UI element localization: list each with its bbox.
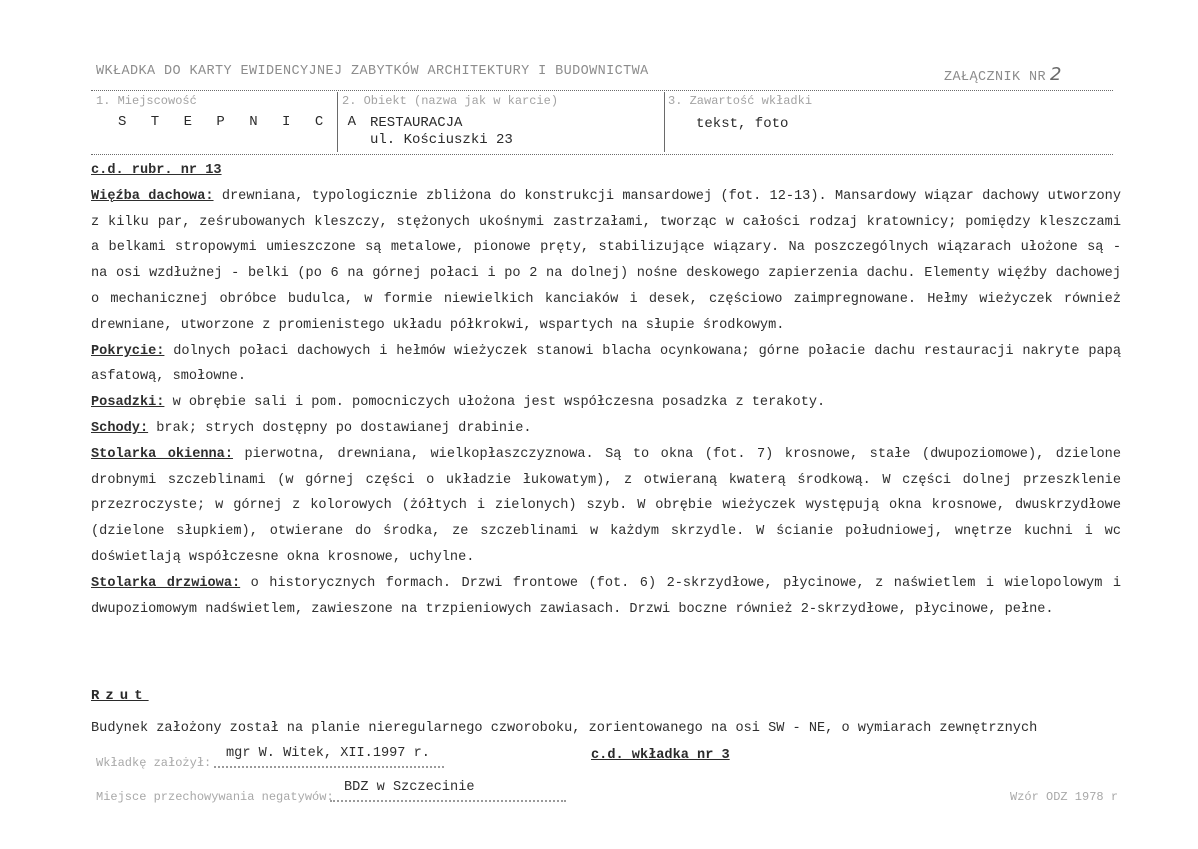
section-floors bbox=[91, 390, 1121, 416]
contents-label: 3. Zawartość wkładki bbox=[668, 94, 813, 108]
storage-value: BDZ w Szczecinie bbox=[344, 780, 475, 795]
section-text: dolnych połaci dachowych i hełmów wieżyczek stanowi blacha ocynkowana; górne połacie dachu restauracji nakryte papą asfatową, smołowne. bbox=[91, 343, 1121, 385]
object-name: RESTAURACJA bbox=[370, 115, 463, 131]
section-roof-structure bbox=[91, 184, 1121, 339]
next-insert: c.d. wkładka nr 3 bbox=[591, 748, 730, 763]
section-heading: Więźba dachowa: bbox=[91, 188, 214, 204]
section-heading: Posadzki: bbox=[91, 395, 165, 411]
prepared-by-value: mgr W. Witek, XII.1997 r. bbox=[226, 746, 430, 761]
section-heading: Stolarka okienna: bbox=[91, 446, 233, 462]
locality-label: 1. Miejscowość bbox=[96, 94, 197, 108]
section-heading: Pokrycie: bbox=[91, 343, 165, 359]
section-heading: Stolarka drzwiowa: bbox=[91, 575, 241, 591]
storage-dotline bbox=[330, 800, 566, 802]
cell-divider-2 bbox=[664, 92, 665, 152]
continued-from: c.d. rubr. nr 13 bbox=[91, 163, 222, 178]
section-text: pierwotna, drewniana, wielkopłaszczyznowa. Są to okna (fot. 7) krosnowe, stałe (dwupoziomowe), dzielone drobnymi szczeblinami (w górnej części o układzie łukowatym), z otwieraną kwaterą środkową. W części dolnej przeszklenie przezroczyste; w górnej z kolorowych (żółtych i zielonych) szyb. W obrębie wieżyczek występują okna krosnowe, dwuskrzydłowe (dzielone słupkiem), otwierane do środka, ze szczeblinami w każdym skrzydle. W ścianie południowej, wnętrze kuchni i wc doświetlają współczesne okna krosnowe, uchylne. bbox=[91, 446, 1121, 565]
section-text: w obrębie sali i pom. pomocniczych ułożona jest współczesna posadzka z terakoty. bbox=[164, 395, 826, 411]
object-address: ul. Kościuszki 23 bbox=[370, 132, 513, 148]
table-bottom-rule bbox=[91, 154, 1113, 155]
section-doors bbox=[91, 571, 1121, 623]
form-code: Wzór ODZ 1978 r bbox=[1010, 790, 1119, 804]
rzut-heading: Rzut bbox=[91, 688, 149, 704]
rzut-text: Budynek założony został na planie nieregularnego czworoboku, zorientowanego na osi SW - NE, o wymiarach zewnętrznych bbox=[91, 721, 1038, 736]
section-roofing bbox=[91, 339, 1121, 391]
object-label: 2. Obiekt (nazwa jak w karcie) bbox=[342, 94, 559, 108]
annex-label-text: ZAŁĄCZNIK NR bbox=[944, 70, 1047, 85]
annex-label bbox=[944, 64, 1062, 85]
section-text: brak; strych dostępny po dostawianej drabinie. bbox=[148, 420, 532, 436]
section-stairs bbox=[91, 416, 1121, 442]
prepared-by-label: Wkładkę założył: bbox=[96, 756, 212, 770]
section-text: drewniana, typologicznie zbliżona do konstrukcji mansardowej (fot. 12-13). Mansardowy wiązar dachowy utworzony z kilku par, ześrubowanych kleszczy, stężonych ukośnymi zastrzałami, tworząc w całości rodzaj kratownicy; pomiędzy kleszczami a belkami stropowymi umieszczone są metalowe, pionowe pręty, stabilizujące wiązary. Na poszczególnych wiązarach ułożone są - na osi wzdłużnej - belki (po 6 na górnej połaci i po 2 na dolnej) nośne deskowego zapierzenia dachu. Elementy więźby dachowej o mechanicznej obróbce budulca, w formie niewielkich kanciaków i desek, częściowo zaimpregnowane. Hełmy wieżyczek również drewniane, utworzone z promienistego układu półkrokwi, wspartych na słupie środkowym. bbox=[91, 188, 1121, 333]
section-windows bbox=[91, 442, 1121, 571]
locality-value: S T E P N I C A bbox=[118, 114, 365, 130]
contents-value: tekst, foto bbox=[696, 116, 789, 132]
description-body bbox=[91, 158, 1121, 622]
prepared-by-dotline bbox=[214, 766, 444, 768]
section-heading: Schody: bbox=[91, 420, 149, 436]
section-text: o historycznych formach. Drzwi frontowe (fot. 6) 2-skrzydłowe, płycinowe, z naświetlem i wielopolowym i dwupoziomowym nadświetlem, zawieszone na trzpieniowych zawiasach. Drzwi boczne również 2-skrzydłowe, płycinowe, pełne. bbox=[91, 575, 1121, 617]
header-rule bbox=[91, 90, 1113, 91]
form-title: WKŁADKA DO KARTY EWIDENCYJNEJ ZABYTKÓW ARCHITEKTURY I BUDOWNICTWA bbox=[96, 64, 649, 79]
annex-number: 2 bbox=[1050, 64, 1062, 85]
storage-label: Miejsce przechowywania negatywów: bbox=[96, 790, 334, 804]
